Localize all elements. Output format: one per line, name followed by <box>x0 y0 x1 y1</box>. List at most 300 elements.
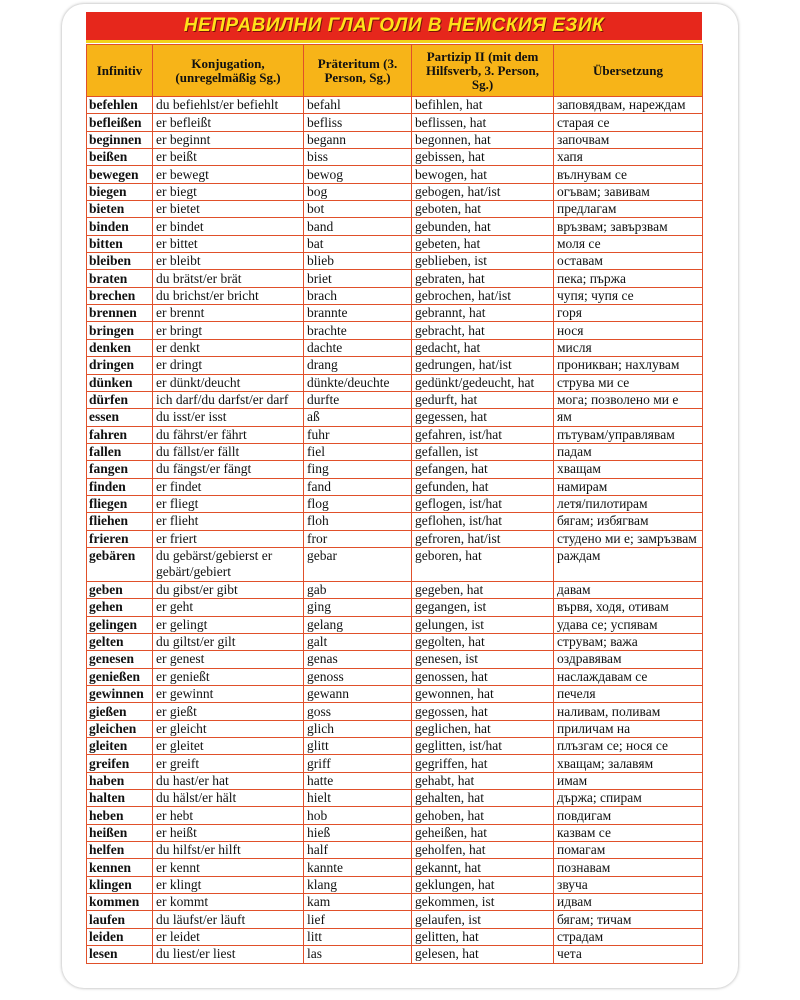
cell-praeteritum: begann <box>304 131 412 148</box>
cell-uebersetzung: раждам <box>554 547 703 581</box>
cell-uebersetzung: моля се <box>554 235 703 252</box>
cell-uebersetzung: ям <box>554 409 703 426</box>
header-praeteritum: Präteritum (3. Person, Sg.) <box>304 45 412 97</box>
cell-uebersetzung: оздравявам <box>554 651 703 668</box>
cell-praeteritum: blieb <box>304 253 412 270</box>
cell-uebersetzung: струвам; важа <box>554 633 703 650</box>
cell-infinitiv: klingen <box>87 876 153 893</box>
cell-konjugation: du läufst/er läuft <box>153 911 304 928</box>
cell-praeteritum: brachte <box>304 322 412 339</box>
cell-konjugation: du befiehlst/er befiehlt <box>153 97 304 114</box>
table-row <box>87 97 703 114</box>
cell-konjugation: er befleißt <box>153 114 304 131</box>
cell-infinitiv: heißen <box>87 824 153 841</box>
cell-infinitiv: fangen <box>87 461 153 478</box>
cell-uebersetzung: хващам; залавям <box>554 755 703 772</box>
header-uebersetzung: Übersetzung <box>554 45 703 97</box>
cell-partizip: gelaufen, ist <box>412 911 554 928</box>
cell-partizip: gefangen, hat <box>412 461 554 478</box>
cell-uebersetzung: студено ми е; замръзвам <box>554 530 703 547</box>
cell-uebersetzung: оставам <box>554 253 703 270</box>
cell-partizip: geglitten, ist/hat <box>412 738 554 755</box>
cell-infinitiv: gewinnen <box>87 686 153 703</box>
table-row <box>87 270 703 287</box>
cell-praeteritum: bewog <box>304 166 412 183</box>
cell-partizip: gebrochen, hat/ist <box>412 287 554 304</box>
table-row <box>87 824 703 841</box>
cell-infinitiv: dünken <box>87 374 153 391</box>
cell-praeteritum: fiel <box>304 443 412 460</box>
table-row <box>87 842 703 859</box>
table-row <box>87 339 703 356</box>
cell-partizip: genossen, hat <box>412 668 554 685</box>
table-row <box>87 651 703 668</box>
cell-partizip: genesen, ist <box>412 651 554 668</box>
cell-uebersetzung: познавам <box>554 859 703 876</box>
cell-praeteritum: hielt <box>304 790 412 807</box>
table-row <box>87 703 703 720</box>
cell-partizip: gebogen, hat/ist <box>412 183 554 200</box>
cell-partizip: gehalten, hat <box>412 790 554 807</box>
cell-partizip: geboren, hat <box>412 547 554 581</box>
cell-konjugation: er bewegt <box>153 166 304 183</box>
table-row <box>87 633 703 650</box>
cell-infinitiv: laufen <box>87 911 153 928</box>
cell-uebersetzung: огъвам; завивам <box>554 183 703 200</box>
cell-infinitiv: kennen <box>87 859 153 876</box>
table-row <box>87 478 703 495</box>
cell-praeteritum: flog <box>304 495 412 512</box>
cell-konjugation: er klingt <box>153 876 304 893</box>
table-row <box>87 374 703 391</box>
table-row <box>87 305 703 322</box>
table-row <box>87 772 703 789</box>
cell-infinitiv: denken <box>87 339 153 356</box>
cell-praeteritum: fand <box>304 478 412 495</box>
cell-konjugation: er genießt <box>153 668 304 685</box>
cell-partizip: gebissen, hat <box>412 149 554 166</box>
cell-konjugation: er leidet <box>153 928 304 945</box>
cell-partizip: gedünkt/gedeucht, hat <box>412 374 554 391</box>
cell-konjugation: er gleicht <box>153 720 304 737</box>
cell-uebersetzung: намирам <box>554 478 703 495</box>
cell-partizip: geholfen, hat <box>412 842 554 859</box>
cell-uebersetzung: наслаждавам се <box>554 668 703 685</box>
cell-praeteritum: dachte <box>304 339 412 356</box>
table-row <box>87 218 703 235</box>
cell-konjugation: er beißt <box>153 149 304 166</box>
cell-infinitiv: gelingen <box>87 616 153 633</box>
cell-praeteritum: hieß <box>304 824 412 841</box>
cell-uebersetzung: пека; пържа <box>554 270 703 287</box>
cell-konjugation: du fällst/er fällt <box>153 443 304 460</box>
cell-praeteritum: drang <box>304 357 412 374</box>
cell-infinitiv: kommen <box>87 894 153 911</box>
cell-praeteritum: kannte <box>304 859 412 876</box>
cell-uebersetzung: падам <box>554 443 703 460</box>
cell-infinitiv: gelten <box>87 633 153 650</box>
table-row <box>87 530 703 547</box>
cell-konjugation: er bindet <box>153 218 304 235</box>
cell-uebersetzung: държа; спирам <box>554 790 703 807</box>
header-konjugation: Konjugation, (unregelmäßig Sg.) <box>153 45 304 97</box>
cell-infinitiv: befleißen <box>87 114 153 131</box>
cell-uebersetzung: заповядвам, нареждам <box>554 97 703 114</box>
table-row <box>87 928 703 945</box>
cell-uebersetzung: вълнувам се <box>554 166 703 183</box>
cell-infinitiv: helfen <box>87 842 153 859</box>
cell-uebersetzung: удава се; успявам <box>554 616 703 633</box>
table-row <box>87 668 703 685</box>
cell-uebersetzung: хващам <box>554 461 703 478</box>
cell-partizip: gegolten, hat <box>412 633 554 650</box>
table-row <box>87 790 703 807</box>
cell-infinitiv: bewegen <box>87 166 153 183</box>
cell-praeteritum: litt <box>304 928 412 945</box>
cell-praeteritum: gelang <box>304 616 412 633</box>
cell-konjugation: er bleibt <box>153 253 304 270</box>
cell-infinitiv: fliehen <box>87 513 153 530</box>
cell-partizip: gedacht, hat <box>412 339 554 356</box>
cell-uebersetzung: летя/пилотирам <box>554 495 703 512</box>
cell-konjugation: er biegt <box>153 183 304 200</box>
cell-praeteritum: genas <box>304 651 412 668</box>
table-row <box>87 738 703 755</box>
cell-partizip: gekommen, ist <box>412 894 554 911</box>
cell-infinitiv: haben <box>87 772 153 789</box>
cell-infinitiv: brechen <box>87 287 153 304</box>
cell-praeteritum: goss <box>304 703 412 720</box>
table-row <box>87 495 703 512</box>
cell-partizip: geflogen, ist/hat <box>412 495 554 512</box>
cell-partizip: geglichen, hat <box>412 720 554 737</box>
cell-uebersetzung: мога; позволено ми е <box>554 391 703 408</box>
table-row <box>87 183 703 200</box>
cell-uebersetzung: бягам; тичам <box>554 911 703 928</box>
cell-praeteritum: aß <box>304 409 412 426</box>
header-partizip: Partizip II (mit dem Hilfsverb, 3. Person, Sg.) <box>412 45 554 97</box>
cell-praeteritum: klang <box>304 876 412 893</box>
cell-uebersetzung: помагам <box>554 842 703 859</box>
cell-infinitiv: gleichen <box>87 720 153 737</box>
cell-konjugation: er kennt <box>153 859 304 876</box>
cell-partizip: beflissen, hat <box>412 114 554 131</box>
cell-praeteritum: genoss <box>304 668 412 685</box>
cell-konjugation: er gewinnt <box>153 686 304 703</box>
cell-praeteritum: fing <box>304 461 412 478</box>
cell-praeteritum: gab <box>304 581 412 598</box>
cell-infinitiv: genesen <box>87 651 153 668</box>
cell-infinitiv: genießen <box>87 668 153 685</box>
cell-partizip: bewogen, hat <box>412 166 554 183</box>
cell-praeteritum: fror <box>304 530 412 547</box>
table-row <box>87 131 703 148</box>
cell-uebersetzung: пътувам/управлявам <box>554 426 703 443</box>
cell-infinitiv: leiden <box>87 928 153 945</box>
cell-partizip: gefroren, hat/ist <box>412 530 554 547</box>
cell-praeteritum: half <box>304 842 412 859</box>
table-row <box>87 235 703 252</box>
cell-infinitiv: frieren <box>87 530 153 547</box>
cell-konjugation: du giltst/er gilt <box>153 633 304 650</box>
cell-uebersetzung: нося <box>554 322 703 339</box>
cell-infinitiv: fahren <box>87 426 153 443</box>
table-row <box>87 149 703 166</box>
cell-konjugation: du liest/er liest <box>153 946 304 963</box>
cell-konjugation: er findet <box>153 478 304 495</box>
table-row <box>87 409 703 426</box>
table-row <box>87 287 703 304</box>
table-row <box>87 114 703 131</box>
table-row <box>87 443 703 460</box>
cell-praeteritum: briet <box>304 270 412 287</box>
cell-uebersetzung: започвам <box>554 131 703 148</box>
cell-konjugation: du hast/er hat <box>153 772 304 789</box>
cell-partizip: geflohen, ist/hat <box>412 513 554 530</box>
table-row <box>87 720 703 737</box>
page-title: НЕПРАВИЛНИ ГЛАГОЛИ В НЕМСКИЯ ЕЗИК <box>183 15 605 36</box>
cell-konjugation: er fliegt <box>153 495 304 512</box>
table-row <box>87 876 703 893</box>
cell-konjugation: er brennt <box>153 305 304 322</box>
cell-praeteritum: bog <box>304 183 412 200</box>
table-row <box>87 461 703 478</box>
irregular-verbs-table <box>86 44 703 964</box>
cell-partizip: gedrungen, hat/ist <box>412 357 554 374</box>
cell-konjugation: du brätst/er brät <box>153 270 304 287</box>
cell-partizip: gebunden, hat <box>412 218 554 235</box>
cell-uebersetzung: страдам <box>554 928 703 945</box>
table-row <box>87 253 703 270</box>
cell-partizip: gebrannt, hat <box>412 305 554 322</box>
cell-praeteritum: glitt <box>304 738 412 755</box>
header-row <box>87 45 703 97</box>
cell-uebersetzung: идвам <box>554 894 703 911</box>
cell-praeteritum: befliss <box>304 114 412 131</box>
cell-konjugation: er hebt <box>153 807 304 824</box>
cell-konjugation: du gebärst/gebierst er gebärt/gebiert <box>153 547 304 581</box>
cell-infinitiv: gebären <box>87 547 153 581</box>
cell-konjugation: er bringt <box>153 322 304 339</box>
cell-praeteritum: brach <box>304 287 412 304</box>
cell-partizip: geheißen, hat <box>412 824 554 841</box>
table-row <box>87 201 703 218</box>
cell-partizip: gebeten, hat <box>412 235 554 252</box>
table-row <box>87 859 703 876</box>
cell-praeteritum: ging <box>304 599 412 616</box>
cell-praeteritum: floh <box>304 513 412 530</box>
cell-konjugation: er dringt <box>153 357 304 374</box>
cell-konjugation: er kommt <box>153 894 304 911</box>
cell-konjugation: er flieht <box>153 513 304 530</box>
cell-partizip: gegriffen, hat <box>412 755 554 772</box>
cell-partizip: geboten, hat <box>412 201 554 218</box>
cell-konjugation: er geht <box>153 599 304 616</box>
cell-uebersetzung: плъзгам се; нося се <box>554 738 703 755</box>
cell-partizip: gehabt, hat <box>412 772 554 789</box>
cell-konjugation: er gießt <box>153 703 304 720</box>
cell-uebersetzung: хапя <box>554 149 703 166</box>
cell-praeteritum: kam <box>304 894 412 911</box>
cell-partizip: gebracht, hat <box>412 322 554 339</box>
cell-partizip: befihlen, hat <box>412 97 554 114</box>
cell-praeteritum: galt <box>304 633 412 650</box>
cell-praeteritum: fuhr <box>304 426 412 443</box>
cell-uebersetzung: бягам; избягвам <box>554 513 703 530</box>
cell-praeteritum: gebar <box>304 547 412 581</box>
table-row <box>87 581 703 598</box>
cell-praeteritum: brannte <box>304 305 412 322</box>
cell-partizip: geblieben, ist <box>412 253 554 270</box>
cell-praeteritum: bat <box>304 235 412 252</box>
table-row <box>87 547 703 581</box>
cell-infinitiv: finden <box>87 478 153 495</box>
cell-infinitiv: braten <box>87 270 153 287</box>
cell-praeteritum: bot <box>304 201 412 218</box>
table-header <box>87 45 703 97</box>
cell-konjugation: er gleitet <box>153 738 304 755</box>
cell-praeteritum: lief <box>304 911 412 928</box>
cell-uebersetzung: приличам на <box>554 720 703 737</box>
cell-partizip: gebraten, hat <box>412 270 554 287</box>
table-row <box>87 616 703 633</box>
title-banner <box>86 12 702 43</box>
cell-partizip: gewonnen, hat <box>412 686 554 703</box>
cell-partizip: gekannt, hat <box>412 859 554 876</box>
table-row <box>87 755 703 772</box>
cell-infinitiv: gehen <box>87 599 153 616</box>
table-row <box>87 391 703 408</box>
cell-partizip: gehoben, hat <box>412 807 554 824</box>
cell-partizip: gefahren, ist/hat <box>412 426 554 443</box>
cell-konjugation: er heißt <box>153 824 304 841</box>
cell-partizip: gedurft, hat <box>412 391 554 408</box>
cell-partizip: gelungen, ist <box>412 616 554 633</box>
cell-partizip: gelitten, hat <box>412 928 554 945</box>
cell-konjugation: du isst/er isst <box>153 409 304 426</box>
table-row <box>87 426 703 443</box>
cell-infinitiv: dringen <box>87 357 153 374</box>
cell-praeteritum: las <box>304 946 412 963</box>
cell-uebersetzung: повдигам <box>554 807 703 824</box>
cell-konjugation: du fängst/er fängt <box>153 461 304 478</box>
cell-konjugation: er beginnt <box>153 131 304 148</box>
cell-praeteritum: band <box>304 218 412 235</box>
table-row <box>87 599 703 616</box>
cell-infinitiv: biegen <box>87 183 153 200</box>
cell-praeteritum: gewann <box>304 686 412 703</box>
cell-konjugation: er bittet <box>153 235 304 252</box>
table-row <box>87 357 703 374</box>
cell-infinitiv: beginnen <box>87 131 153 148</box>
cell-infinitiv: befehlen <box>87 97 153 114</box>
cell-konjugation: er genest <box>153 651 304 668</box>
cell-uebersetzung: вървя, ходя, отивам <box>554 599 703 616</box>
cell-infinitiv: essen <box>87 409 153 426</box>
header-infinitiv: Infinitiv <box>87 45 153 97</box>
cell-uebersetzung: струва ми се <box>554 374 703 391</box>
cell-uebersetzung: имам <box>554 772 703 789</box>
cell-uebersetzung: наливам, поливам <box>554 703 703 720</box>
cell-praeteritum: durfte <box>304 391 412 408</box>
cell-infinitiv: beißen <box>87 149 153 166</box>
cell-uebersetzung: старая се <box>554 114 703 131</box>
cell-infinitiv: bitten <box>87 235 153 252</box>
table-row <box>87 894 703 911</box>
cell-konjugation: er friert <box>153 530 304 547</box>
table-row <box>87 686 703 703</box>
cell-praeteritum: befahl <box>304 97 412 114</box>
cell-praeteritum: dünkte/deuchte <box>304 374 412 391</box>
cell-praeteritum: hatte <box>304 772 412 789</box>
cell-partizip: gelesen, hat <box>412 946 554 963</box>
cell-konjugation: er greift <box>153 755 304 772</box>
cell-konjugation: du brichst/er bricht <box>153 287 304 304</box>
cell-partizip: begonnen, hat <box>412 131 554 148</box>
cell-konjugation: du hilfst/er hilft <box>153 842 304 859</box>
cell-infinitiv: gleiten <box>87 738 153 755</box>
cell-uebersetzung: горя <box>554 305 703 322</box>
cell-infinitiv: fliegen <box>87 495 153 512</box>
cell-infinitiv: greifen <box>87 755 153 772</box>
cell-uebersetzung: мисля <box>554 339 703 356</box>
cell-uebersetzung: чета <box>554 946 703 963</box>
cell-infinitiv: dürfen <box>87 391 153 408</box>
cell-infinitiv: halten <box>87 790 153 807</box>
cell-infinitiv: heben <box>87 807 153 824</box>
cell-infinitiv: geben <box>87 581 153 598</box>
cell-infinitiv: brennen <box>87 305 153 322</box>
cell-infinitiv: gießen <box>87 703 153 720</box>
table-row <box>87 946 703 963</box>
cell-partizip: gegeben, hat <box>412 581 554 598</box>
cell-infinitiv: bieten <box>87 201 153 218</box>
cell-praeteritum: griff <box>304 755 412 772</box>
table-body <box>87 97 703 964</box>
cell-partizip: gefallen, ist <box>412 443 554 460</box>
cell-partizip: gegangen, ist <box>412 599 554 616</box>
cell-praeteritum: glich <box>304 720 412 737</box>
cell-praeteritum: hob <box>304 807 412 824</box>
cell-konjugation: du gibst/er gibt <box>153 581 304 598</box>
cell-infinitiv: fallen <box>87 443 153 460</box>
table-row <box>87 322 703 339</box>
cell-infinitiv: bringen <box>87 322 153 339</box>
cell-partizip: gegossen, hat <box>412 703 554 720</box>
cell-konjugation: du fährst/er fährt <box>153 426 304 443</box>
cell-infinitiv: binden <box>87 218 153 235</box>
cell-uebersetzung: давам <box>554 581 703 598</box>
cell-partizip: geklungen, hat <box>412 876 554 893</box>
cell-infinitiv: lesen <box>87 946 153 963</box>
cell-konjugation: er gelingt <box>153 616 304 633</box>
cell-konjugation: er bietet <box>153 201 304 218</box>
cell-konjugation: du hälst/er hält <box>153 790 304 807</box>
cell-partizip: gegessen, hat <box>412 409 554 426</box>
cell-uebersetzung: проникван; нахлувам <box>554 357 703 374</box>
cell-konjugation: er dünkt/deucht <box>153 374 304 391</box>
cell-infinitiv: bleiben <box>87 253 153 270</box>
cell-uebersetzung: казвам се <box>554 824 703 841</box>
cell-konjugation: er denkt <box>153 339 304 356</box>
cell-uebersetzung: предлагам <box>554 201 703 218</box>
table-row <box>87 911 703 928</box>
cell-konjugation: ich darf/du darfst/er darf <box>153 391 304 408</box>
table-row <box>87 807 703 824</box>
cell-uebersetzung: чупя; чупя се <box>554 287 703 304</box>
table-row <box>87 166 703 183</box>
cell-partizip: gefunden, hat <box>412 478 554 495</box>
